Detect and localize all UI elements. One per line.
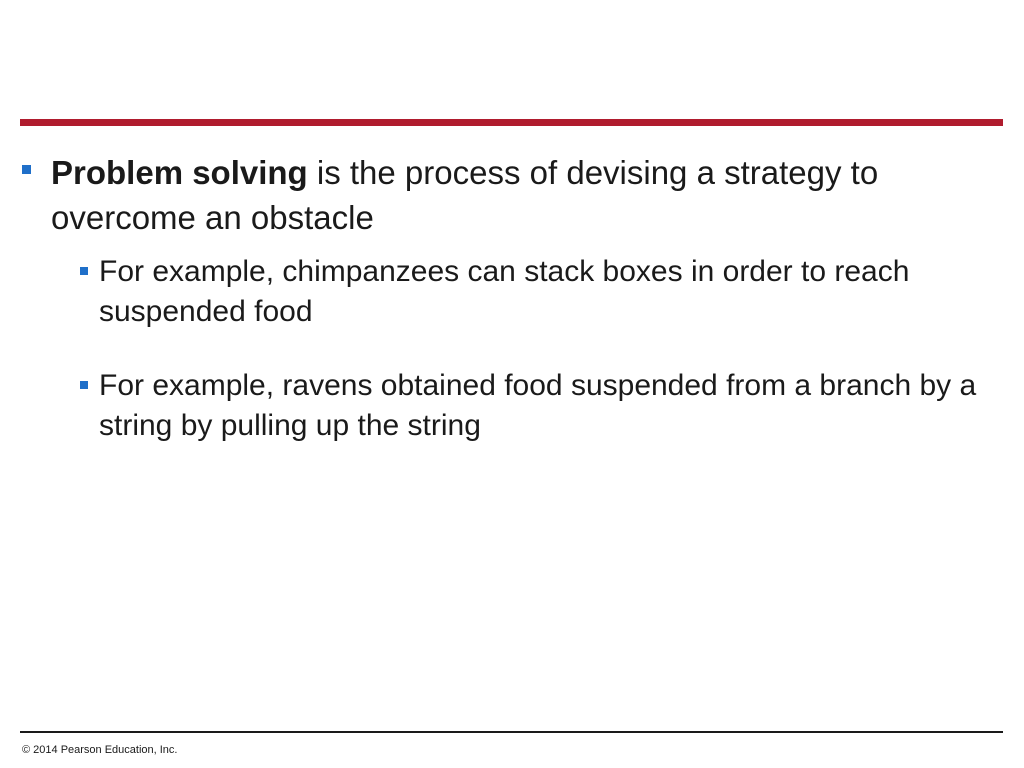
square-bullet-icon <box>22 165 31 174</box>
bullet-text: is the process of devising a strategy to overcome an obstacle <box>51 154 879 236</box>
sub-bullet-item <box>80 252 979 332</box>
bullet-term: Problem solving <box>51 154 308 191</box>
sub-bullet-text: For example, chimpanzees can stack boxes in order to reach suspended food <box>99 255 910 328</box>
copyright-footer: © 2014 Pearson Education, Inc. <box>22 744 178 756</box>
bottom-divider <box>20 731 1003 733</box>
square-bullet-icon <box>80 267 88 275</box>
bullet-item <box>20 150 980 240</box>
square-bullet-icon <box>80 381 88 389</box>
sub-bullet-list <box>20 252 980 446</box>
top-divider <box>20 119 1003 126</box>
slide-body <box>20 150 980 480</box>
sub-bullet-item <box>80 366 979 446</box>
sub-bullet-text: For example, ravens obtained food suspended from a branch by a string by pulling up the string <box>99 369 977 442</box>
